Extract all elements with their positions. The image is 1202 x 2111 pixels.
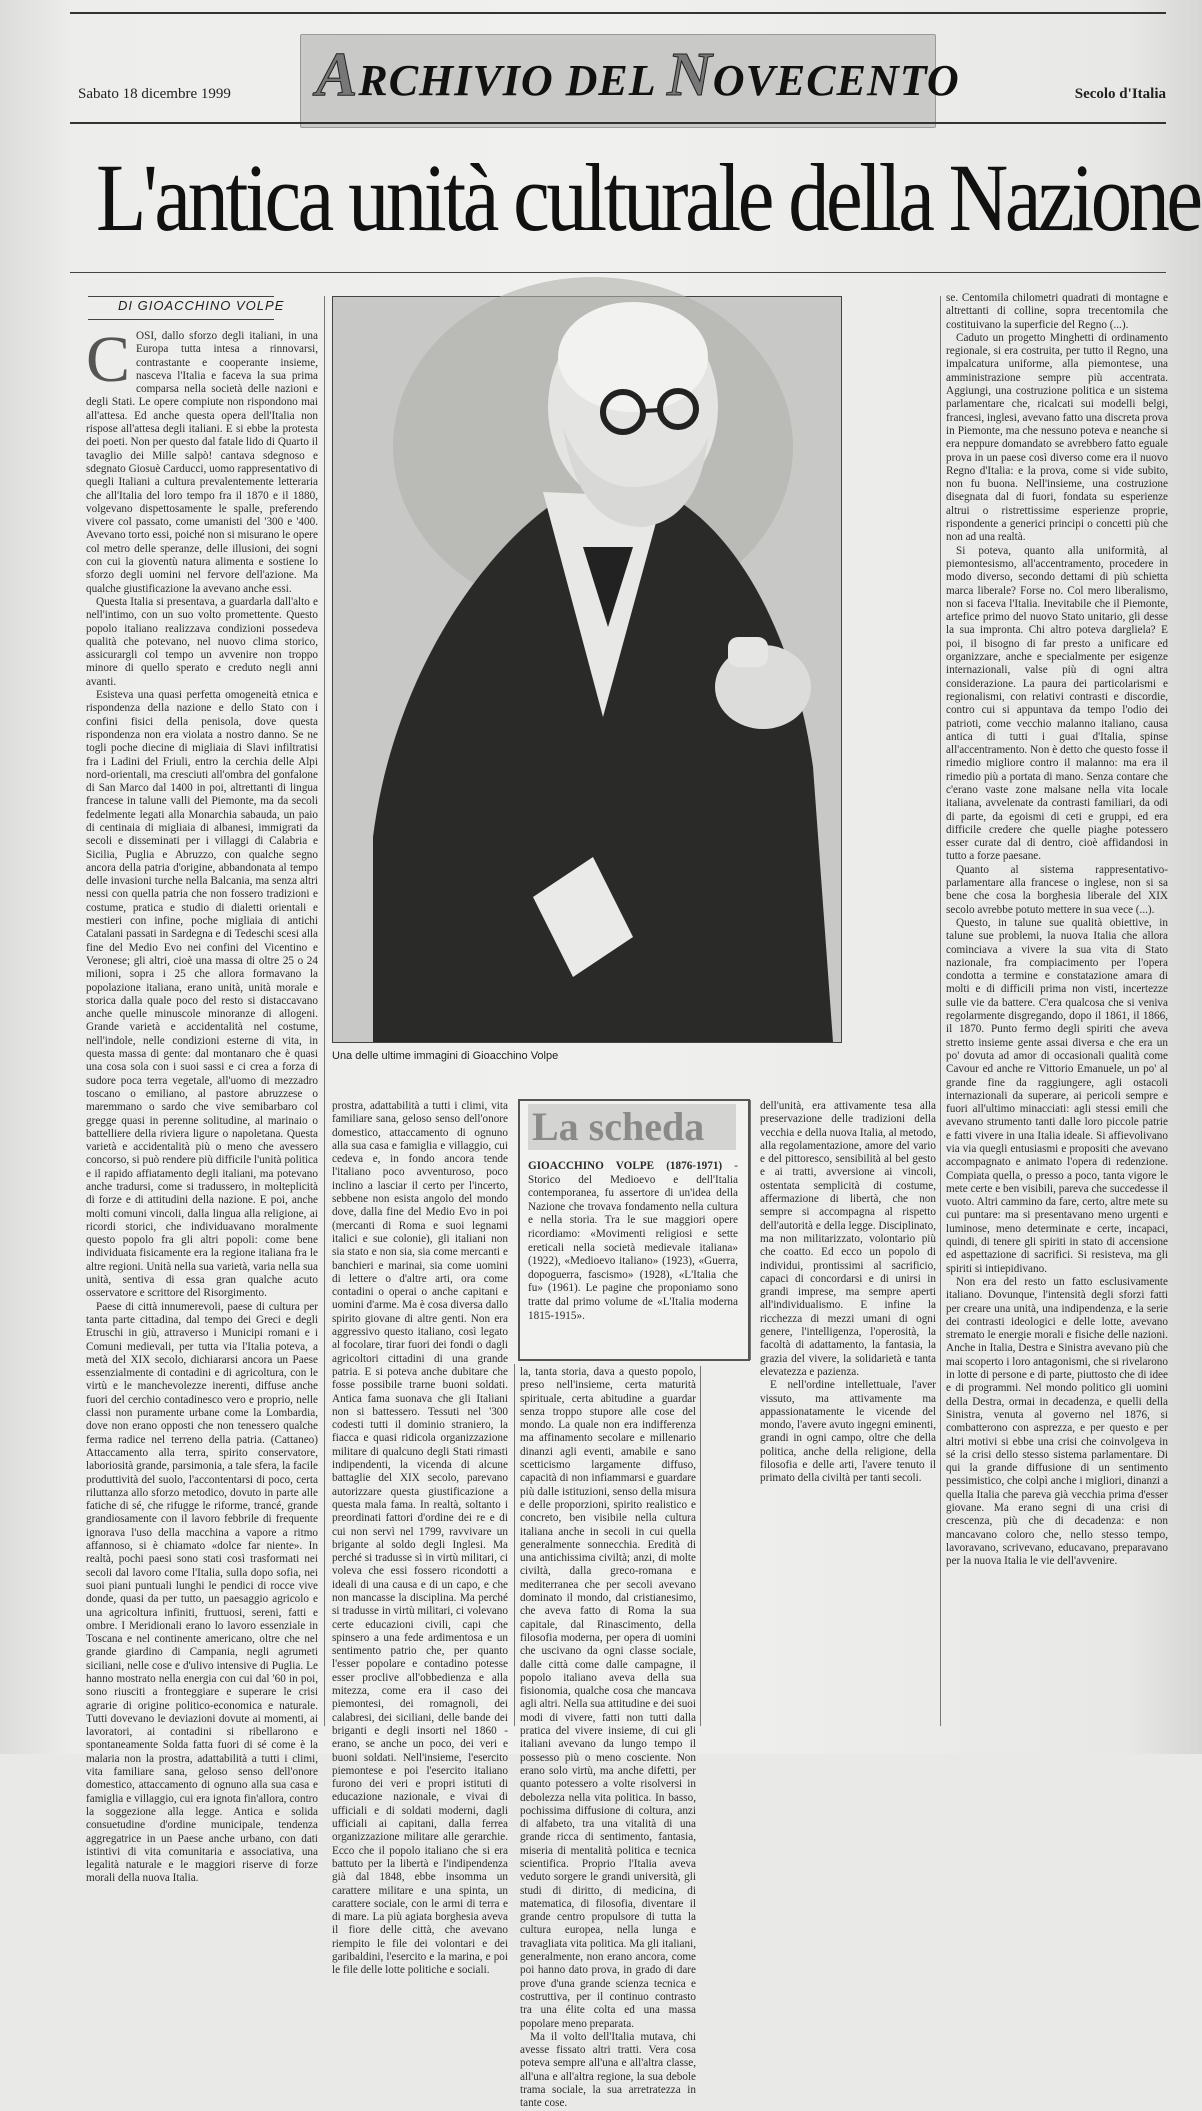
portrait-photo-drawing (333, 297, 841, 1042)
paragraph: Esisteva una quasi perfetta omogeneità etnica e rispondenza della nazione e dello Stato con i confini fisici della penisola, dove questa rispondenza non era violata a nostro danno. Se ne togli poche diecine di migliaia di Slavi infiltratisi fra i Ladini del Friuli, entro la cerchia delle Alpi nord-orientali, ma cresciuti all'ombra del gonfalone di San Marco dal 1400 in poi, altrettanti di lingua francese in talune valli del Piemonte, ma da secoli fedelmente legati alla Monarchia sabauda, un paio di centinaia di migliaia di albanesi, immigrati da secoli e disseminati per i villaggi di Calabria e Sicilia, Puglia e Abruzzo, con qualche segno ancora della patria d'origine, abbandonata al tempo delle invasioni turche nella Balcania, ma senza altri nessi con quella patria che non fossero tradizioni e costume, pratica e studio di dialetti orientali e mestieri con infine, poche migliaia di antichi Catalani passati in Sardegna e di Tedeschi scesi alla fine del Medio Evo nei confini del Vicentino e Veronese; gli altri, cioè una massa di oltre 25 o 24 milioni, sopra i 25 che allora formavano la popolazione italiana, erano unità, unità morale e storica dalla quale poco del resto si distaccavano anche quelle minuscole minoranze di allogeni. Grande varietà e accidentalità nel costume, nell'indole, nelle condizioni esterne di vita, in questa massa di gente: dal montanaro che è quasi una cosa sola con i suoi sassi e ci crea a forza di sudore poca terra vegetale, all'uomo di mezzadro toscano o emiliano, al pastore abruzzese o maremmano o sardo che vive semibarbaro col gregge quasi in perenne solitudine, al marinaio o battelliere della riviera ligure o napoletana. Questa varietà e accidentalità più o meno che avessero concorso, si può rendere più difficile l'unità politica e il rapido affiatamento degli italiani, ma potevano anche tradursi, come si tradussero, in molteplicità di forze e di attitudini della nazione. E poi, anche molti comuni vincoli, dalla lingua alla religione, ai ricordi storici, che individuavano moralmente questo popolo fra gli altri popoli: come bene individuata fisicamente era la regione italiana fra le altre regioni. Unità nella sua varietà, varia nella sua unità, sentiva di essa gran qualche acuto osservatore e scrittore del Risorgimento. (86, 689, 318, 1300)
paragraph: Caduto un progetto Minghetti di ordinamento regionale, si era costruita, per tutto il Regno, una impalcatura uniforme, alla piemontese, una amministrazione sempre più accentrata. Aggiungi, una costruzione politica e un sistema parlamentare che, ricalcati sui modelli belgi, francesi, inglesi, avevano fatto una discreta prova in Piemonte, ma che nessuno poteva e neanche si era neppure domandato se avrebbero fatto eguale prova in un paese così diverso come era il nuovo Regno d'Italia: e la prova, come si vide subito, non fu buona. Nell'insieme, una costruzione disegnata dal di fuori, fondata su esperienze altrui o ristrettissime esperienze proprie, rispondente a generici principi o concetti più che non ad una realtà. (946, 331, 1168, 544)
article-column-1 (86, 323, 318, 1885)
article-column-3b (760, 1100, 936, 1726)
article-column-4 (946, 292, 1168, 1732)
headline-rule (70, 272, 1166, 273)
section-title-initial-n: N (667, 41, 713, 109)
issue-date: Sabato 18 dicembre 1999 (78, 86, 231, 102)
paragraph: Paese di città innumerevoli, paese di cultura per tanta parte cittadina, dal tempo dei Greci e degli Etruschi in giù, attraverso i Municipi romani e i Comuni medievali, per tutta via l'Italia poteva, a metà del XIX secolo, dichiararsi ancora un Paese essenzialmente di contadini e di agricoltura, con le virtù e le manchevolezze inerenti, diffuse anche fuori del cerchio contadinesco vero e proprio, nelle classi non puramente urbane come la Lombardia, dove non erano opposti che non tenessero qualche ferma radice nel terreno della patria. (Cattaneo) Attaccamento alla terra, spirito conservatore, laboriosità grande, parsimonia, a tale sfera, la facile produttività del suolo, l'accontentarsi di poco, certa riluttanza allo sforzo metodico, dovuto in parte alle fatiche di sé, che rifugge le riforme, trancé, grande grandiosamente con il lavoro febbrile di frequente ignorava l'uso della macchina a vapore a ritmo affannoso, si è chiamato «dolce far niente». In realtà, pochi paesi sono stati così trasformati nei secoli dal lavoro come l'Italia, sulla dopo sofia, nei suoi piani puntuali lunghi le pendici di rocce vive donde, quasi da per tutto, un paesaggio agricolo e una agricoltura infiniti, fruttuosi, sereni, fatti e ombre. I Meridionali erano lo lavoro essenziale in Toscana e nel continente americano, oltre che nel grande giardino di Campania, negli agrumeti siciliani, nelle cose e d'ulivo intensive di Puglia. Le hanno mostrato nella energia con cui dal '60 in poi, sono riusciti a fronteggiare e superare le crisi agrarie di origine politico-economica e naturale. Tutti dovevano le deviazioni dovute ai momenti, ai lavoratori, ai contadini si ribellarono e spontaneamente Solda fatta fuori di sé come è la malaria non la prostra, adattabilità a tutti i climi, vita familiare sana, geloso senso dell'onore domestico, attaccamento di ognuno alla sua casa e famiglia e villaggio, cui era ignota fin'allora, contro la soggezione alla legge. Antica e solida consuetudine d'ordine municipale, tendenza aggregatrice in un Paese anche urbano, con dati istintivi di vita comunitaria e associativa, una legalità naturale e le maggiori riserve di forze morali della nuova Italia. (86, 1300, 318, 1885)
paragraph: prostra, adattabilità a tutti i climi, vita familiare sana, geloso senso dell'onore domestico, attaccamento di ognuno alla sua casa e famiglia e villaggio, cui cedeva e, in fondo ancora tende l'italiano poco avventuroso, poco inclino a lasciar il certo per l'incerto, sebbene non esista angolo del mondo dove, dalla fine del Medio Evo in poi (mercanti di Roma e suoi legnami italici e sue colonie), gli italiani non sia stato e non sia, sia come mercanti e banchieri e marinai, sia come uomini di lettere o d'altre arti, ora come contadini o operai o anche capitani e uomini d'arme. Ma è cosa diversa dallo spirito giovane di altre genti. Non era aggressivo questo italiano, così legato al focolare, tirar fuori dei fondi o dagli agricoltori cittadini di una grande patria. E si poteva anche dubitare che fosse possibile trarne buoni soldati. Antica fama suonava che gli Italiani non si battessero. Tessuti nel '300 codesti tutti il dominio straniero, la fiacca e quasi ridicola organizzazione militare di qualcuno degli Stati rimasti indipendenti, la vicenda di alcune battaglie del XIX secolo, parevano autorizzare questa giustificazione a questa mala fama. In realtà, soltanto i preordinati fattori d'ordine dei re e di cui non servì nel 1799, ravvivare un brigante al soldo degli Inglesi. Ma perché si tradusse sì in virtù militari, ci voleva che essi fossero ricondotti a ideali di una causa e di un capo, e che non mancasse la disciplina. Ma perché si tradusse in virtù militari, ci volevano certe educazioni civili, capi che spinsero a una fede ardimentosa e un sentimento patrio che, per quanto l'esser popolare e contadino potesse esser proclive all'obbedienza e alla mitezza, come era il caso dei piemontesi, dei romagnoli, dei calabresi, dei siciliani, delle bande dei briganti e degli insorti nel 1860 - erano, se anche un poco, dei veri e buoni soldati. Nell'insieme, l'esercito piemontese e poi l'esercito italiano furono dei veri e propri istituti di educazione nazionale, e vivai di ufficiali e di soldati moderni, dagli ufficiali ai capitani, dalla ferrea organizzazione militare alle gerarchie. Ecco che il popolo italiano che si era battuto per la libertà e l'indipendenza già dal 1848, ebbe insomma un carattere militare e una spinta, un carattere sociale, con le armi di terra e di mare. La più agiata borghesia aveva il fiore delle città, che avevano riempito le file dei volontari e dei garibaldini, l'esercito e la marina, e poi le file delle lotte politiche e sociali. (332, 1100, 508, 1977)
newspaper-name: Secolo d'Italia (1074, 86, 1166, 102)
header-rule (70, 122, 1166, 124)
paragraph: E nell'ordine intellettuale, l'aver vissuto, ma attivamente ma appassionatamente le vicende del mondo, l'avere avuto ingegni eminenti, grandi in ogni campo, oltre che della politica, anche della religione, della filosofia e delle arti, l'avere tenuto il primato della civiltà per tanti secoli. (760, 1379, 936, 1485)
column-divider (940, 296, 941, 1726)
info-box-body: - Storico del Medioevo e dell'Italia contemporanea, fu assertore di un'idea della Nazione che trovava fondamento nella cultura e nella storia. Tra le sue maggiori opere ricordiamo: «Movimenti religiosi e sette ereticali nella società medievale italiana» (1922), «Medioevo italiano» (1923), «Guerra, dopoguerra, fascismo» (1928), «L'Italia che fu» (1961). Le pagine che proponiamo sono tratte dal primo volume de «L'Italia moderna 1815-1915». (528, 1160, 738, 1322)
column-divider (700, 1366, 701, 1726)
paragraph: dell'unità, era attivamente tesa alla preservazione delle tradizioni della vecchia e della nuova Italia, al metodo, alla regolamentazione, amore del vario e del pittoresco, sensibilità al bel gesto e ai tratti, avversione ai vincoli, ostentata semplicità di costume, affermazione di libertà, che non sempre si accompagna al rispetto dell'autorità e della legge. Disciplinato, ma non militarizzato, volontario più che coatto. Ed ecco un popolo di individui, prontissimi al sacrificio, capaci di concordarsi e di unirsi in grandi imprese, ma sempre aperti all'individualismo. E infine la ricchezza di mezzi umani di ogni genere, l'intelligenza, l'operosità, la facoltà di adattamento, la fantasia, la grazia del vivere, la solidarietà e tanta elevatezza e pazienza. (760, 1100, 936, 1378)
paragraph: la, tanta storia, dava a questo popolo, preso nell'insieme, certa maturità spirituale, certa abitudine a guardar senza troppo stupore alle cose del mondo. La quale non era indifferenza ma affinamento secolare e millenario dinanzi agli eventi, amabile e sano scetticismo largamente diffuso, capacità di non infiammarsi e guardare più dalle istituzioni, senso della misura e delle proporzioni, spirito realistico e concreto, ben visibile nella cultura italiana anche in secoli in cui quella generalmente sonnecchia. Eredità di una antichissima civiltà; anzi, di molte civiltà, dalla greco-romana e mediterranea che per secoli avevano dominato il mondo, dal cristianesimo, che aveva fatto di Roma la sua capitale, dal Rinascimento, della filosofia moderna, per opera di uomini che uscivano da ogni classe sociale, dalle città come dalle campagne, il popolo italiano aveva della sua fisionomia, qualche cosa che mancava agli altri. Nella sua attitudine e dei suoi modi di vivere, fatti non tutti dalla pratica del vivere insieme, di cui gli italiani avevano da lungo tempo il possesso più o meno cosciente. Non erano solo virtù, ma anche difetti, per quanto potessero a volte risolversi in debolezza nella vita politica. In basso, pochissima diffusione di coltura, anzi di alfabeto, tra una vitalità di una grande ricca di sentimento, fantasia, miseria di mentalità politica e tecnica scientifica. Proprio l'Italia aveva veduto sorgere le grandi università, gli studi di diritto, di medicina, di matematica, di filosofia, diventare il grande centro propulsore di tutta la cultura europea, nella lunga e travagliata vita politica. Ma gli italiani, generalmente, non erano ancora, come poi hanno dato prova, in grado di dare prove d'una grande scienza tecnica e costruttiva, per il continuo contrasto tra una élite colta ed una massa popolare meno preparata. (520, 1366, 696, 2030)
paragraph: Non era del resto un fatto esclusivamente italiano. Dovunque, l'intensità degli sforzi fatti per creare una unità, una indipendenza, e la serie dei contrasti ideologici e delle lotte, avevano stremato le energie morali e fisiche delle nazioni. Anche in Italia, Destra e Sinistra avevano più che mai scoperto i loro antagonismi, che si rivelarono in lotte di persone e di parte, piuttosto che di idee e di programmi. Nel mondo politico gli uomini della Destra, ormai in decadenza, e quelli della Sinistra, venuta al governo nel 1876, si combatterono con asprezza, e per questo e per altri motivi si ebbe una crisi che coinvolgeva in sé la crisi dello stesso sistema parlamentare. Di qui la grande diffusione di un sentimento pessimistico, che colpì anche i migliori, dinanzi a quella Italia che pareva già vecchia prima d'esser giovane. Ma erano segni di una crisi di crescenza, più che di decadenza: e non mancavano coloro che, nello stesso tempo, lavoravano, scrivevano, educavano, preparavano per la nuova Italia le vie dell'avvenire. (946, 1275, 1168, 1568)
section-title-middle: RCHIVIO DEL (358, 56, 668, 105)
top-rule (70, 12, 1166, 14)
info-box-subject: GIOACCHINO VOLPE (1876-1971) (528, 1160, 723, 1172)
section-title-initial-a: A (316, 41, 359, 109)
info-box-title (528, 1104, 736, 1150)
portrait-photo (332, 296, 842, 1043)
article-headline: L'antica unità culturale della Nazione (96, 144, 1200, 251)
paragraph: Ma il volto dell'Italia mutava, chi avesse fissato altri tratti. Vera cosa poteva sempre all'una e all'altra classe, all'una e all'altra regione, la sua debole trama sociale, la sua arretratezza in tante cose. (520, 2030, 696, 2110)
paragraph: OSI, dallo sforzo degli italiani, in una Europa tutta intesa a rinnovarsi, contrastante e cooperante insieme, nasceva l'Italia e faceva la sua prima comparsa nella società delle nazioni e degli Stati. Le opere compiute non rispondono mai all'attesa. Ed anche questa opera dell'Italia non rispose all'attesa degli italiani. E si ebbe la protesta dei poeti. Non per questo dal fatale lido di Quarto il tavaglio dei Mille salpò! cantava sdegnoso e sdegnato Giosuè Carducci, uomo rappresentativo di quegli Italiani a cultura prevalentemente letteraria che all'Italia del loro tempo fra il 1870 e il 1880, volgevano dispettosamente le spalle, preferendo vivere col passato, come umanisti del '300 e '400. Avevano torto essi, poiché non si misurano le opere col metro delle speranze, delle illusioni, dei sogni con cui la gioventù natura alimenta e sostiene lo sforzo degli uomini nel fervore dell'azione. Ma qualche giustificazione la avevano anche essi. (86, 330, 318, 595)
photo-caption: Una delle ultime immagini di Gioacchino Volpe (332, 1050, 559, 1062)
section-title-end: OVECENTO (712, 56, 960, 105)
info-box-title-text: La scheda (532, 1104, 705, 1149)
paragraph: se. Centomila chilometri quadrati di montagne e altrettanti di colline, sopra trecentomila che costituivano la superficie del Regno (...). (946, 292, 1168, 331)
paragraph: Questa Italia si presentava, a guardarla dall'alto e nell'intimo, con un suo volto promettente. Questo popolo italiano realizzava condizioni possedeva qualità che potevano, nel nuovo clima storico, assicurargli col tempo un avvenire non troppo minore di quello sperato e creduto negli anni avanti. (86, 595, 318, 688)
article-column-2 (332, 1100, 508, 1977)
section-title (316, 40, 960, 111)
article-byline: DI GIOACCHINO VOLPE (118, 298, 285, 313)
paragraph: Questo, in talune sue qualità obiettive, in talune sue problemi, la nuova Italia che allora cominciava a vivere la sua vita di Stato nazionale, fra compiacimento per l'opera condotta a termine e constatazione amara di molti e di difficili prima non visti, incertezze sulle vie da battere. C'era qualcosa che si veniva regolarmente disgregando, dopo il 1861, il 1866, il 1870. Punto fermo degli spiriti che aveva stretto insieme gente assai diversa e che era un po' dovuta ad amor di occasionali qualità come Cavour ed anche re Vittorio Emanuele, un po' al grande fine da raggiungere, agli ostacoli internazionali da superare, ai pericoli sempre e fuori all'ultimo minacciati: agli stessi emili che avevano strumento tanti dalle loro piccole patrie e fatti vivere in una Italia ideale. Si affievolivano via via quegli entusiasmi e propositi che avevano accompagnato e animato l'opera di redenzione. Compiata quella, o presso a poco, tanta vigore le mete certe e ben visibili, pareva che succedesse il vuoto. Altri cammino da fare, certo, altre mete su cui puntare: ma si presentavano meno urgenti e luminose, meno determinate e certe, incapaci, quindi, di tenere gli spiriti in stato di accensione ed aspettazione di sacrifici. Si resisteva, ma gli spiriti si intiepidivano. (946, 916, 1168, 1275)
drop-cap: C (86, 323, 131, 396)
paragraph: Si poteva, quanto alla uniformità, al piemontesismo, all'accentramento, procedere in modo diverso, secondo dettami di più schietta marca liberale? Forse no. Col mero liberalismo, non si faceva l'Italia. Inevitabile che il Piemonte, artefice primo del nuovo Stato unitario, gli desse la sua impronta. Chi altro poteva dargliela? E poi, il bisogno di far presto a unificare ed organizzare, anche e specialmente per esigenze internazionali, valse più di ogni altra considerazione. La paura dei particolarismi e regionalismi, con relativi contrasti e discordie, contro cui si appuntava da tempo l'odio dei patrioti, come vecchio malanno italiano, causa antica di tutti i guai d'Italia, spinse all'accentramento. Non è detto che questo fosse il rimedio migliore contro il malanno: ma era il rimedio più a portata di mano. Senza contare che c'erano vaste zone malsane nella vita locale italiana, avvelenate da contrasti familiari, da odi di parte, da egoismi di ceti e gruppi, ed era difficile credere che quelle piaghe potessero esser curate dal di dentro, cioè affidandosi in tutto a forze paesane. (946, 544, 1168, 863)
info-box-text (528, 1160, 738, 1323)
article-column-3 (520, 1366, 696, 2110)
column-divider (750, 1100, 751, 1360)
column-divider (324, 296, 325, 1726)
column-divider (514, 1364, 515, 1726)
paragraph: Quanto al sistema rappresentativo-parlamentare alla francese o inglese, non si sa bene che cosa la borghesia liberale del XIX secolo avrebbe potuto mettere in sua vece (...). (946, 863, 1168, 916)
